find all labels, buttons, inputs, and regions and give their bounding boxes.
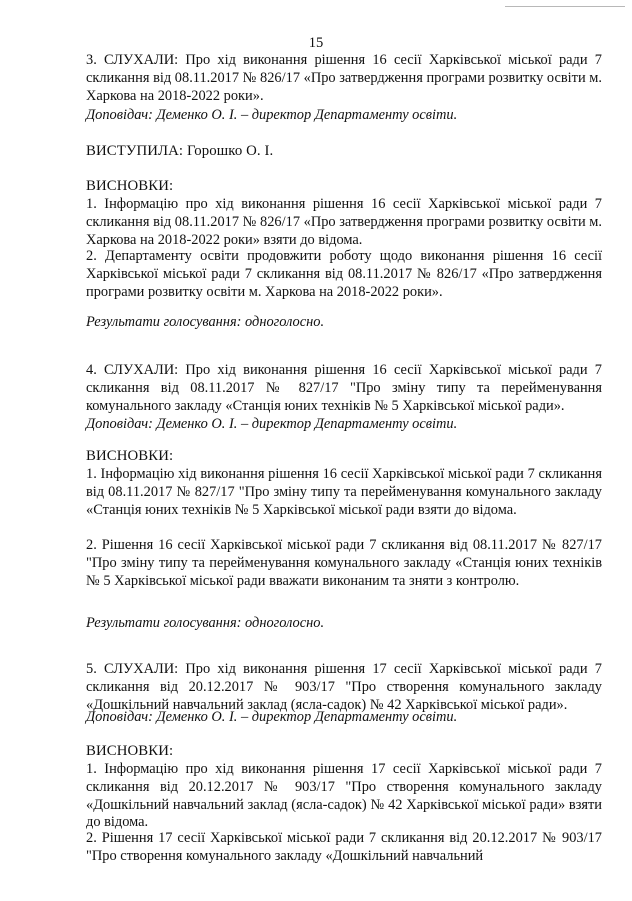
item-5-speaker (86, 709, 602, 727)
conclusion-text: 1. Інформацію про хід виконання рішення 16 сесії Харківської міської ради 7 скликання від 08.11.2017 № 826/17 «Про затвердження програми розвитку освіти м. Харкова на 2018-2022 роки» взяти до відома. (86, 196, 602, 248)
item-3-heard-text: 3. СЛУХАЛИ: Про хід виконання рішення 16 сесії Харківської міської ради 7 скликання від 08.11.2017 № 826/17 «Про затвердження програми розвитку освіти м. Харкова на 2018-2022 роки». (86, 52, 602, 104)
item-5-conclusion-2 (86, 830, 602, 866)
conclusion-text: 2. Рішення 17 сесії Харківської міської ради 7 скликання від 20.12.2017 № 903/17 "Про створення комунального закладу «Дошкільний навчальний (86, 830, 602, 864)
item-3-speaker (86, 107, 602, 125)
vote-result: Результати голосування: одноголосно. (86, 314, 325, 330)
conclusions-title: ВИСНОВКИ: (86, 448, 174, 464)
conclusion-text: 2. Рішення 16 сесії Харківської міської ради 7 скликання від 08.11.2017 № 827/17 "Про зміну типу та перейменування комунального закладу «Станція юних техніків № 5 Харківської міської ради вважати виконаним та зняти з контролю. (86, 537, 602, 589)
item-3-conclusions-title (86, 178, 602, 196)
item-3-spoke (86, 143, 602, 161)
page-number: 15 (308, 35, 324, 51)
conclusion-text: 2. Департаменту освіти продовжити роботу щодо виконання рішення 16 сесії Харківської міської ради 7 скликання від 08.11.2017 № 826/17 «Про затвердження програми розвитку освіти м. Харкова на 2018-2022 роки». (86, 248, 602, 300)
item-4-speaker-text: Доповідач: Деменко О. І. – директор Департаменту освіти. (86, 416, 458, 432)
conclusions-title: ВИСНОВКИ: (86, 178, 174, 194)
conclusion-text: 1. Інформацію про хід виконання рішення 17 сесії Харківської міської ради 7 скликання від 20.12.2017 № 903/17 "Про створення комунального закладу «Дошкільний навчальний заклад (ясла-садок) № 42 Харківської міської ради» взяти до відома. (86, 761, 602, 831)
vote-result: Результати голосування: одноголосно. (86, 615, 325, 631)
item-4-conclusions-title (86, 448, 602, 466)
item-4-conclusion-2 (86, 537, 602, 590)
item-3-speaker-text: Доповідач: Деменко О. І. – директор Департаменту освіти. (86, 107, 458, 123)
item-5-heard-text: 5. СЛУХАЛИ: Про хід виконання рішення 17 сесії Харківської міської ради 7 скликання від 20.12.2017 № 903/17 "Про створення комунального закладу «Дошкільний навчальний заклад (ясла-садок) № 42 Харківської міської ради». (86, 661, 602, 713)
item-4-vote (86, 615, 602, 633)
item-5-heard (86, 661, 602, 714)
item-4-heard-text: 4. СЛУХАЛИ: Про хід виконання рішення 16 сесії Харківської міської ради 7 скликання від 08.11.2017 № 827/17 "Про зміну типу та перейменування комунального закладу «Станція юних техніків № 5 Харківської міської ради». (86, 362, 602, 414)
conclusion-text: 1. Інформацію хід виконання рішення 16 сесії Харківської міської ради 7 скликання від 08.11.2017 № 827/17 "Про зміну типу та перейменування комунального закладу «Станція юних техніків № 5 Харківської міської ради взяти до відома. (86, 466, 602, 518)
item-3-conclusion-2 (86, 248, 602, 301)
item-3-spoke-text: ВИСТУПИЛА: Горошко О. І. (86, 143, 274, 159)
conclusions-title: ВИСНОВКИ: (86, 743, 174, 759)
item-4-speaker (86, 416, 602, 434)
item-3-heard (86, 52, 602, 105)
item-3-conclusion-1 (86, 196, 602, 249)
item-4-conclusion-1 (86, 466, 602, 519)
item-5-conclusions-title (86, 743, 602, 761)
scan-edge-line (505, 6, 625, 7)
item-4-heard (86, 362, 602, 415)
item-5-conclusion-1 (86, 761, 602, 832)
item-5-speaker-text: Доповідач: Деменко О. І. – директор Департаменту освіти. (86, 709, 458, 725)
item-3-vote (86, 314, 602, 332)
